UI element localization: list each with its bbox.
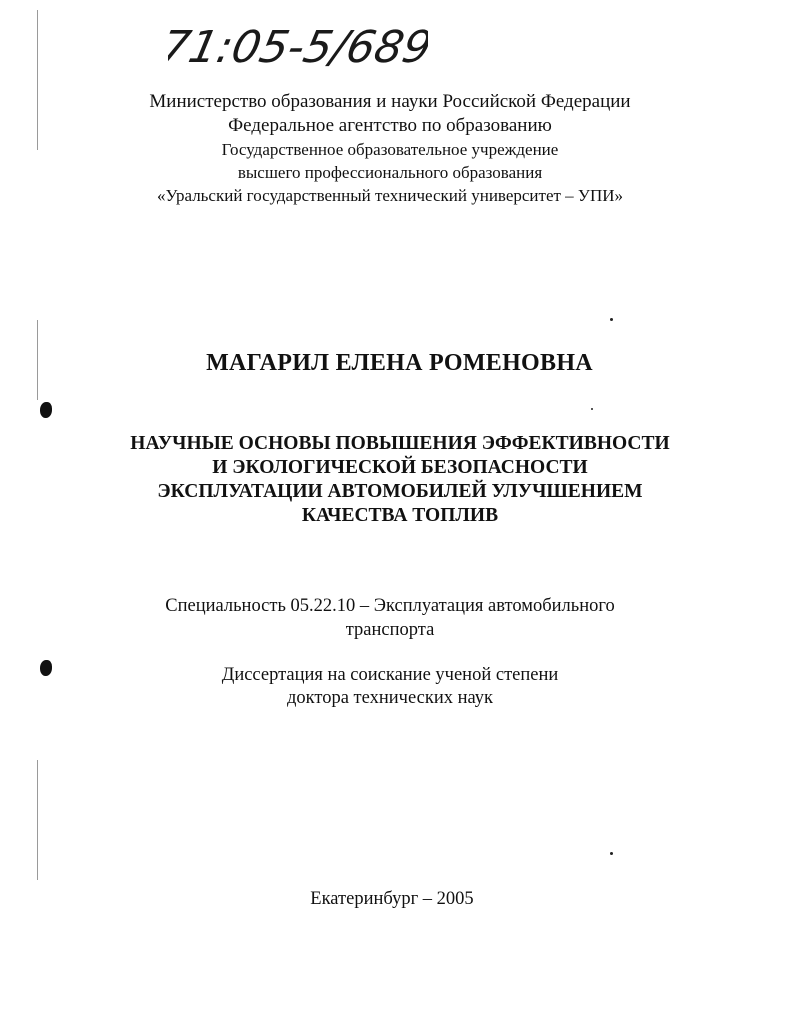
scan-speck: [610, 318, 613, 321]
author-name: МАГАРИЛ ЕЛЕНА РОМЕНОВНА: [206, 350, 593, 376]
title-line: ЭКСПЛУАТАЦИИ АВТОМОБИЛЕЙ УЛУЧШЕНИЕМ: [157, 481, 643, 502]
degree-line: Диссертация на соискание ученой степени: [221, 665, 559, 685]
degree-line: доктора технических наук: [286, 688, 494, 708]
dissertation-title: [90, 432, 710, 528]
title-line: И ЭКОЛОГИЧЕСКОЙ БЕЗОПАСНОСТИ: [212, 457, 588, 478]
scan-edge-line: [37, 760, 38, 880]
punch-hole-mark: [40, 402, 52, 418]
scan-speck: [591, 408, 593, 410]
title-line: КАЧЕСТВА ТОПЛИВ: [301, 505, 499, 526]
education-level: высшего профессионального образования: [237, 163, 543, 182]
title-line: НАУЧНЫЕ ОСНОВЫ ПОВЫШЕНИЯ ЭФФЕКТИВНОСТИ: [130, 433, 670, 454]
archive-number-text: 71:05-5/689: [168, 22, 428, 73]
institution-header: [80, 90, 700, 207]
scan-speck: [610, 852, 613, 855]
university-name: «Уральский государственный технический университет – УПИ»: [156, 186, 624, 205]
handwritten-archive-number-drawing: [168, 8, 428, 78]
punch-hole-mark: [40, 660, 52, 676]
specialty-line: транспорта: [345, 620, 435, 640]
agency-name: Федеральное агентство по образованию: [228, 115, 552, 136]
city-year: Екатеринбург – 2005: [310, 889, 474, 909]
ministry-name: Министерство образования и науки Российской Федерации: [149, 91, 631, 112]
institution-type: Государственное образовательное учреждение: [221, 140, 559, 159]
degree-block: [100, 664, 680, 710]
specialty-block: [100, 594, 680, 642]
specialty-line: Специальность 05.22.10 – Эксплуатация автомобильного: [165, 596, 615, 616]
handwritten-archive-number: [168, 8, 428, 78]
scan-edge-line: [37, 10, 38, 150]
